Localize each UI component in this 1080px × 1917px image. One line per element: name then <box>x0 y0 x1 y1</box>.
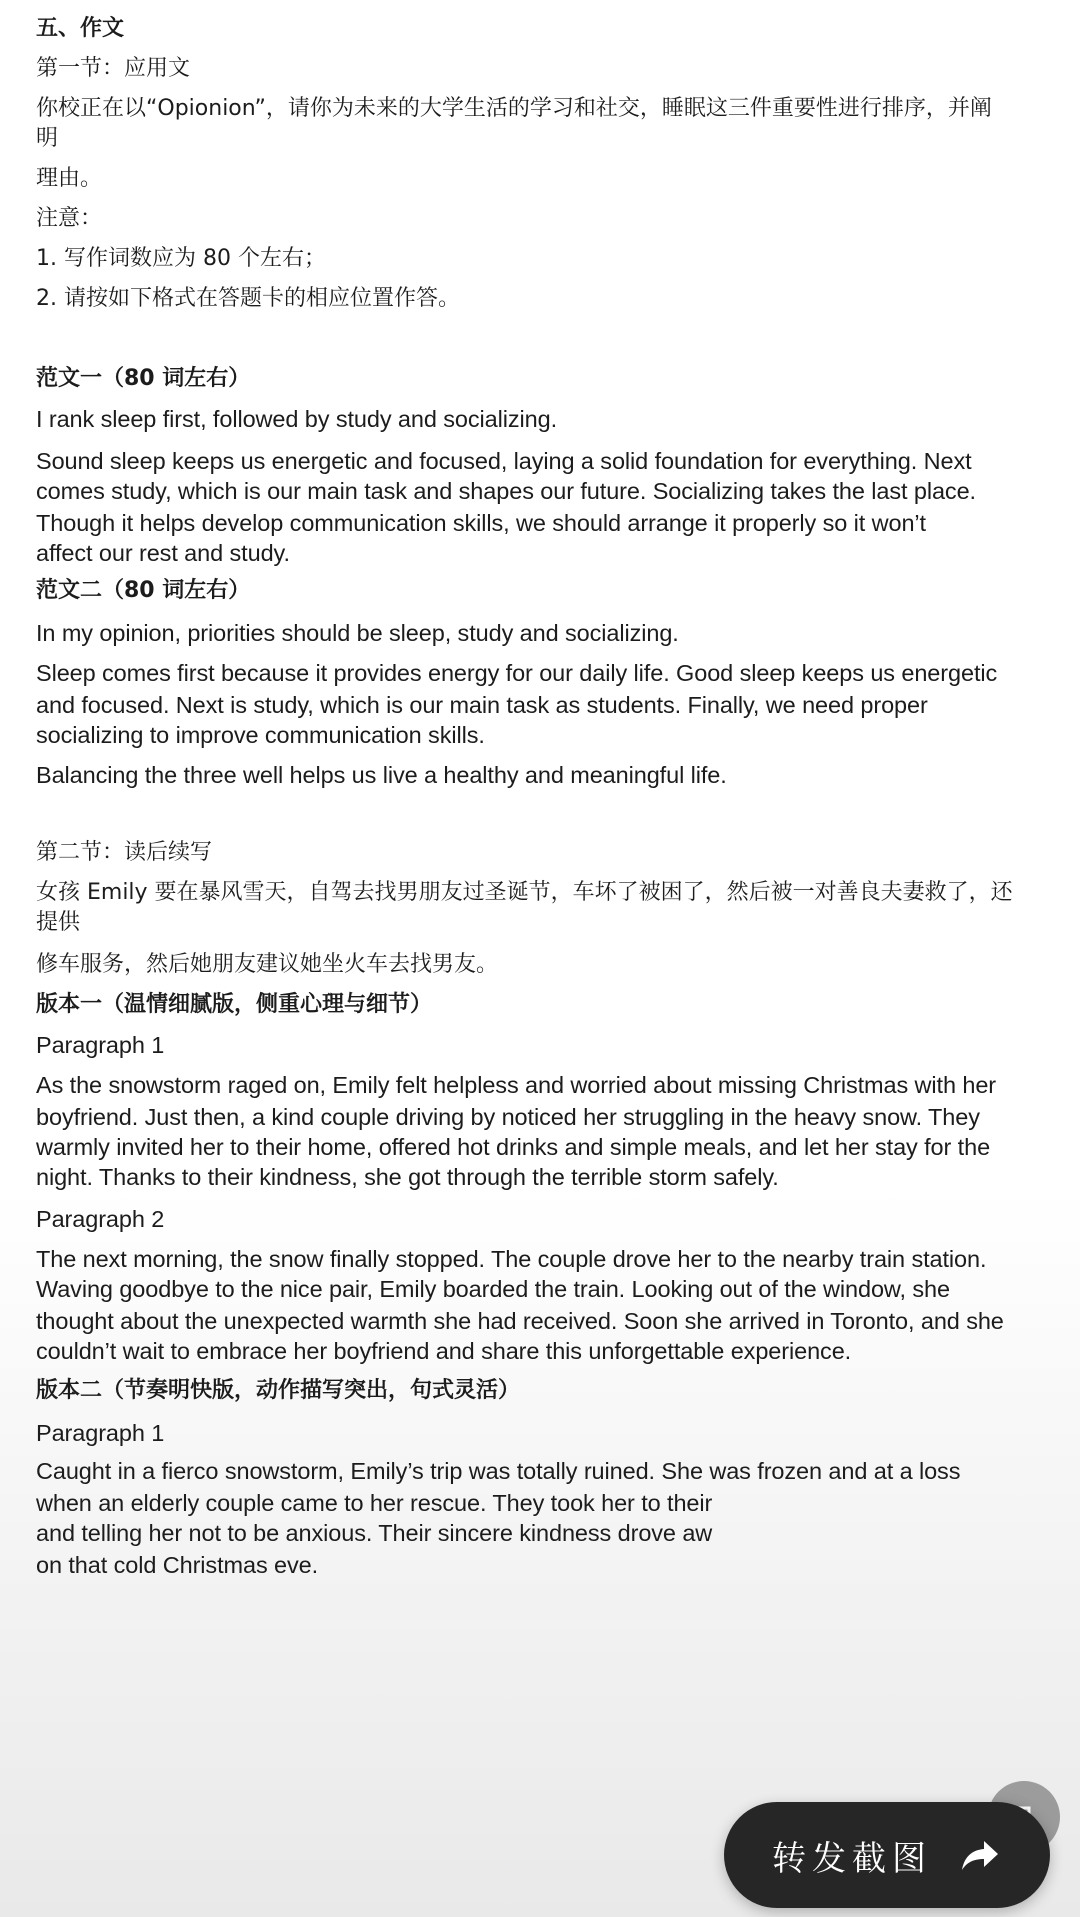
text-line: 1. 写作词数应为 80 个左右； <box>36 246 326 271</box>
text-line: 范文二（80 词左右） <box>36 578 251 603</box>
text-line: Paragraph 1 <box>36 1420 165 1446</box>
text-line: 2. 请按如下格式在答题卡的相应位置作答。 <box>36 286 460 311</box>
share-arrow-icon <box>958 1833 1002 1877</box>
text-line: boyfriend. Just then, a kind couple driving by noticed her struggling in the heavy snow. They <box>36 1104 980 1130</box>
text-line: warmly invited her to their home, offered hot drinks and simple meals, and let her stay for the <box>36 1134 991 1160</box>
text-line: and telling her not to be anxious. Their sincere kindness drove aw <box>36 1520 713 1546</box>
text-line: Balancing the three well helps us live a healthy and meaningful life. <box>36 762 727 788</box>
text-line: Paragraph 1 <box>36 1032 165 1058</box>
text-line: 范文一（80 词左右） <box>36 366 251 391</box>
text-line: 理由。 <box>36 166 103 191</box>
share-screenshot-label: 转发截图 <box>772 1838 932 1879</box>
text-line: 修车服务，然后她朋友建议她坐火车去找男友。 <box>36 952 499 977</box>
text-line: 提供 <box>36 910 81 935</box>
text-line: 版本一（温情细腻版，侧重心理与细节） <box>36 992 433 1017</box>
text-line: night. Thanks to their kindness, she got through the terrible storm safely. <box>36 1164 779 1190</box>
text-line: I rank sleep first, followed by study and socializing. <box>36 406 557 432</box>
text-line: 五、作文 <box>36 16 125 41</box>
text-line: Caught in a fierco snowstorm, Emily’s trip was totally ruined. She was frozen and at a loss <box>36 1458 961 1484</box>
text-line: socializing to improve communication skills. <box>36 722 485 748</box>
text-line: couldn’t wait to embrace her boyfriend and share this unforgettable experience. <box>36 1338 852 1364</box>
text-line: 女孩 Emily 要在暴风雪天，自驾去找男朋友过圣诞节，车坏了被困了，然后被一对善良夫妻救了，还 <box>36 880 1013 905</box>
text-line: on that cold Christmas eve. <box>36 1552 319 1578</box>
text-line: thought about the unexpected warmth she had received. Soon she arrived in Toronto, and she <box>36 1308 1004 1334</box>
text-line: Sound sleep keeps us energetic and focused, laying a solid foundation for everything. Next <box>36 448 972 474</box>
text-line: 第二节：读后续写 <box>36 840 213 865</box>
text-line: when an elderly couple came to her rescue. They took her to their <box>36 1490 713 1516</box>
text-line: Waving goodbye to the nice pair, Emily boarded the train. Looking out of the window, she <box>36 1276 950 1302</box>
text-line: comes study, which is our main task and shapes our future. Socializing takes the last place. <box>36 478 976 504</box>
text-line: 你校正在以“Opionion”，请你为未来的大学生活的学习和社交，睡眠这三件重要性进行排序，并阐 <box>36 96 992 121</box>
text-line: 版本二（节奏明快版，动作描写突出，句式灵活） <box>36 1378 521 1403</box>
text-line: 明 <box>36 126 59 151</box>
text-line: and focused. Next is study, which is our main task as students. Finally, we need proper <box>36 692 928 718</box>
text-line: 注意： <box>36 206 103 231</box>
text-line: In my opinion, priorities should be sleep, study and socializing. <box>36 620 679 646</box>
text-line: affect our rest and study. <box>36 540 290 566</box>
text-line: The next morning, the snow finally stopped. The couple drove her to the nearby train station. <box>36 1246 987 1272</box>
text-line: Paragraph 2 <box>36 1206 165 1232</box>
text-line: 第一节：应用文 <box>36 56 191 81</box>
text-line: Sleep comes first because it provides energy for our daily life. Good sleep keeps us energetic <box>36 660 998 686</box>
text-line: Though it helps develop communication skills, we should arrange it properly so it won’t <box>36 510 926 536</box>
share-screenshot-button[interactable] <box>724 1802 1050 1908</box>
text-line: As the snowstorm raged on, Emily felt helpless and worried about missing Christmas with her <box>36 1072 997 1098</box>
